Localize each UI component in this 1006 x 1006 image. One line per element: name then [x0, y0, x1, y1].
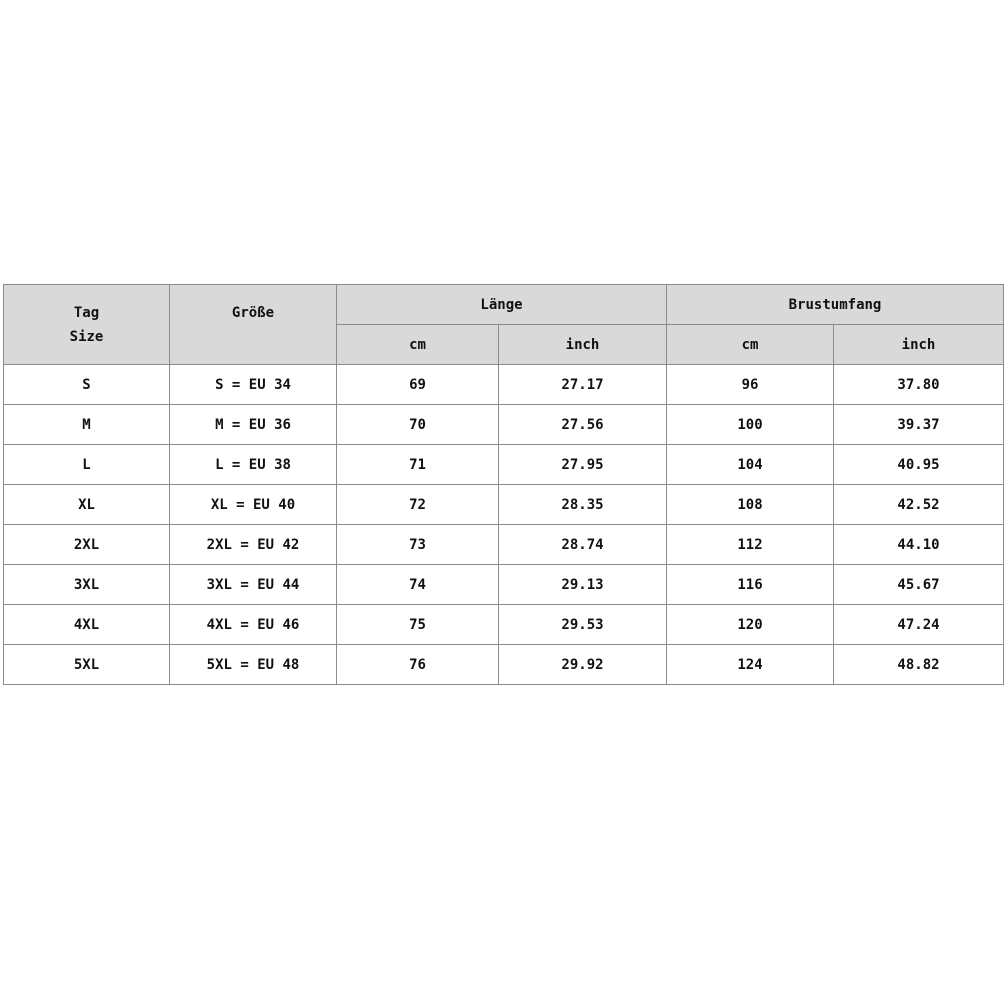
table-row — [4, 565, 1004, 605]
table-body — [4, 365, 1004, 685]
table-row — [4, 365, 1004, 405]
header-brust-inch: inch — [834, 325, 1004, 365]
cell-laenge-inch: 27.56 — [499, 405, 667, 445]
cell-brust-inch: 48.82 — [834, 645, 1004, 685]
cell-brust-inch: 42.52 — [834, 485, 1004, 525]
cell-tag: 2XL — [4, 525, 170, 565]
cell-brust-cm: 120 — [667, 605, 834, 645]
header-row-top — [4, 285, 1004, 325]
cell-tag: XL — [4, 485, 170, 525]
cell-laenge-inch: 28.74 — [499, 525, 667, 565]
cell-laenge-inch: 29.92 — [499, 645, 667, 685]
header-laenge: Länge — [337, 285, 667, 325]
cell-brust-inch: 40.95 — [834, 445, 1004, 485]
cell-laenge-cm: 71 — [337, 445, 499, 485]
table-header — [4, 285, 1004, 365]
cell-groesse: 3XL = EU 44 — [170, 565, 337, 605]
header-laenge-inch: inch — [499, 325, 667, 365]
cell-brust-inch: 37.80 — [834, 365, 1004, 405]
cell-brust-inch: 44.10 — [834, 525, 1004, 565]
cell-laenge-cm: 74 — [337, 565, 499, 605]
cell-tag: L — [4, 445, 170, 485]
cell-laenge-inch: 27.95 — [499, 445, 667, 485]
header-groesse: Größe — [170, 285, 337, 365]
cell-brust-cm: 124 — [667, 645, 834, 685]
cell-brust-cm: 116 — [667, 565, 834, 605]
table-row — [4, 645, 1004, 685]
cell-laenge-cm: 72 — [337, 485, 499, 525]
header-tag-label: Tag — [73, 304, 100, 321]
cell-laenge-cm: 69 — [337, 365, 499, 405]
table-row — [4, 605, 1004, 645]
cell-laenge-inch: 27.17 — [499, 365, 667, 405]
cell-tag: S — [4, 365, 170, 405]
cell-brust-cm: 96 — [667, 365, 834, 405]
cell-groesse: 2XL = EU 42 — [170, 525, 337, 565]
cell-brust-inch: 45.67 — [834, 565, 1004, 605]
header-tag-size — [4, 285, 170, 365]
cell-groesse: L = EU 38 — [170, 445, 337, 485]
cell-brust-cm: 112 — [667, 525, 834, 565]
cell-groesse: XL = EU 40 — [170, 485, 337, 525]
cell-laenge-cm: 75 — [337, 605, 499, 645]
cell-laenge-inch: 29.53 — [499, 605, 667, 645]
cell-tag: 4XL — [4, 605, 170, 645]
cell-laenge-cm: 70 — [337, 405, 499, 445]
header-brust-cm: cm — [667, 325, 834, 365]
cell-laenge-inch: 28.35 — [499, 485, 667, 525]
cell-brust-cm: 104 — [667, 445, 834, 485]
cell-brust-inch: 47.24 — [834, 605, 1004, 645]
cell-tag: 3XL — [4, 565, 170, 605]
header-size-label: Size — [69, 328, 104, 345]
cell-tag: M — [4, 405, 170, 445]
cell-groesse: 5XL = EU 48 — [170, 645, 337, 685]
header-laenge-cm: cm — [337, 325, 499, 365]
table-row — [4, 445, 1004, 485]
cell-laenge-cm: 73 — [337, 525, 499, 565]
cell-brust-cm: 108 — [667, 485, 834, 525]
cell-laenge-cm: 76 — [337, 645, 499, 685]
cell-laenge-inch: 29.13 — [499, 565, 667, 605]
size-chart-table — [3, 284, 1004, 685]
table-row — [4, 525, 1004, 565]
table-row — [4, 485, 1004, 525]
cell-tag: 5XL — [4, 645, 170, 685]
cell-brust-inch: 39.37 — [834, 405, 1004, 445]
cell-groesse: 4XL = EU 46 — [170, 605, 337, 645]
cell-brust-cm: 100 — [667, 405, 834, 445]
cell-groesse: M = EU 36 — [170, 405, 337, 445]
table-row — [4, 405, 1004, 445]
header-brustumfang: Brustumfang — [667, 285, 1004, 325]
cell-groesse: S = EU 34 — [170, 365, 337, 405]
